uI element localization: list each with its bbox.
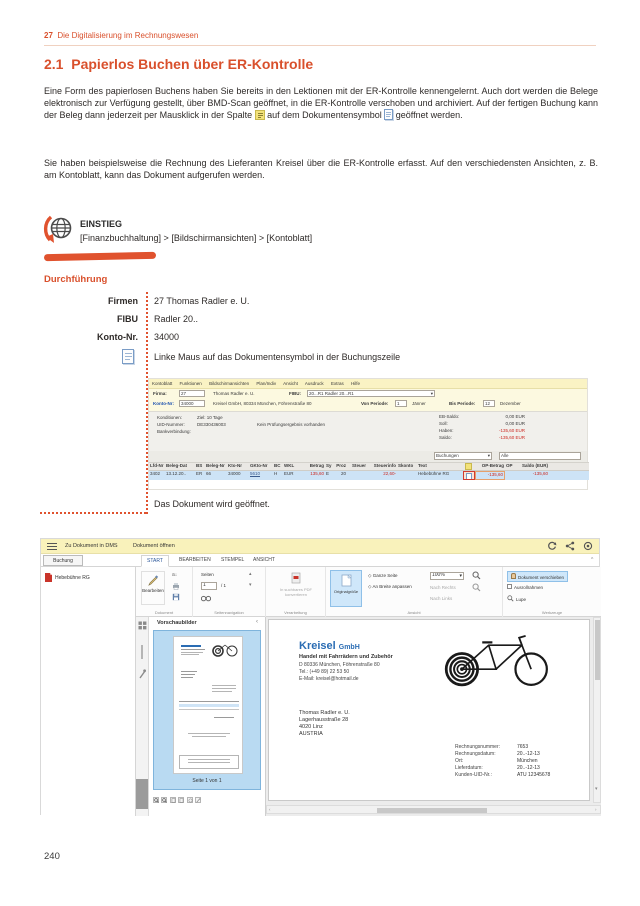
section-title bbox=[44, 56, 313, 72]
refresh-icon[interactable] bbox=[547, 541, 557, 553]
document-column-icon bbox=[465, 463, 472, 470]
scroll-left-icon[interactable]: ‹ bbox=[269, 807, 271, 812]
group-label-dokument: Dokument bbox=[154, 610, 174, 615]
menu-bildschirmansichten[interactable]: Bildschirmansichten bbox=[209, 381, 250, 386]
bank-label: Bankverbindung: bbox=[157, 429, 191, 434]
paragraph-1-text-c: geöffnet werden. bbox=[395, 110, 463, 121]
hamburger-icon[interactable] bbox=[47, 543, 57, 550]
cell-belegnr: 66 bbox=[206, 471, 212, 476]
bis-periode-name: Dezember bbox=[500, 401, 521, 406]
col-belegdat[interactable]: Beleg-Dat bbox=[166, 463, 188, 468]
cell-dokument-icon[interactable] bbox=[463, 471, 475, 480]
search-binoculars-icon[interactable] bbox=[201, 594, 211, 604]
lupe-button[interactable]: Lupe bbox=[507, 595, 526, 602]
vertical-scrollbar[interactable] bbox=[593, 617, 601, 803]
von-periode-name: Jänner bbox=[412, 401, 426, 406]
cell-betrag: 135,60 bbox=[310, 471, 324, 476]
von-periode-label: Von Periode: bbox=[361, 401, 389, 406]
cell-belegdat: 13.12.20.. bbox=[166, 471, 187, 476]
col-text[interactable]: Text bbox=[418, 463, 427, 468]
panel-icon-strip bbox=[136, 617, 149, 816]
ribbon-group-ansicht bbox=[326, 567, 503, 617]
col-bs[interactable]: BS bbox=[196, 463, 203, 468]
cell-lfdnr: 3402 bbox=[150, 471, 161, 476]
menu-ausdruck[interactable]: Ausdruck bbox=[304, 381, 324, 386]
group-label-verarbeitung: Verarbeitung bbox=[284, 610, 307, 615]
save-icon[interactable] bbox=[172, 593, 180, 603]
col-steuerinfo[interactable]: Steuerinfo bbox=[373, 463, 396, 468]
fibu-combo-arrow[interactable]: ▾ bbox=[430, 391, 433, 396]
invoice-company-type: GmbH bbox=[338, 644, 360, 651]
buchungen-dropdown-arrow[interactable]: ▾ bbox=[487, 453, 490, 458]
originalgroesse-button[interactable]: Originalgröße bbox=[330, 570, 362, 607]
col-saldo-eur[interactable]: Saldo (EUR) bbox=[521, 463, 548, 468]
page-thumbnail[interactable] bbox=[153, 630, 261, 790]
row-document-icon[interactable] bbox=[466, 473, 472, 480]
thumbnail-view-icon[interactable] bbox=[138, 621, 147, 632]
bicycle-logo bbox=[437, 630, 557, 690]
running-header bbox=[44, 31, 198, 40]
menu-ansicht[interactable]: Ansicht bbox=[283, 381, 298, 386]
menu-dokument-oeffnen[interactable]: Dokument öffnen bbox=[133, 543, 175, 549]
orange-dotted-horizontal-rule bbox=[40, 512, 146, 514]
tab-ansicht[interactable]: ANSICHT bbox=[253, 557, 275, 563]
scroll-right-icon[interactable]: › bbox=[595, 807, 597, 812]
cell-sy: E bbox=[326, 471, 330, 476]
ribbon-collapse-icon[interactable]: ^ bbox=[591, 557, 594, 563]
def-value-fibu: Radler 20.. bbox=[154, 314, 199, 324]
invoice-page bbox=[268, 619, 590, 801]
menu-extras[interactable]: Extras bbox=[330, 381, 344, 386]
ribbon-group-verarbeitung bbox=[266, 567, 326, 617]
cell-saldo-eur: -135,60 bbox=[532, 471, 548, 476]
eb-saldo-value: 0,00 EUR bbox=[505, 414, 525, 419]
thumbnail-panel-title: Vorschaubilder bbox=[157, 620, 197, 626]
detail-value-5: ATU 12345678 bbox=[517, 772, 551, 778]
def-value-kontonr: 34000 bbox=[154, 332, 180, 342]
group-label-seitennavigation: Seitennavigation bbox=[214, 610, 244, 615]
ribbon-group-dokument bbox=[136, 567, 193, 617]
horizontal-scroll-thumb[interactable] bbox=[377, 808, 487, 813]
page-number: 240 bbox=[44, 851, 60, 862]
col-op[interactable]: OP bbox=[506, 463, 513, 468]
group-label-ansicht: Ansicht bbox=[407, 610, 421, 615]
cell-steuer bbox=[347, 471, 367, 480]
invoice-recipient-3: 4020 Linz bbox=[299, 724, 323, 730]
tree-item-pdf[interactable] bbox=[45, 573, 90, 582]
menu-hilfe[interactable]: Hilfe bbox=[350, 381, 360, 386]
soll-value: 0,00 EUR bbox=[505, 421, 525, 426]
detail-label-5: Kunden-UID-Nr.: bbox=[455, 772, 492, 778]
haben-label: Haben: bbox=[439, 428, 454, 433]
invoice-address: D 80336 München, Föhrenstraße 80 bbox=[299, 662, 380, 668]
vertical-scroll-thumb[interactable] bbox=[595, 620, 600, 680]
col-gktonr[interactable]: GKto-Nr bbox=[250, 463, 268, 468]
zoom-in-icon[interactable] bbox=[472, 571, 481, 582]
bearbeiten-button[interactable]: Bearbeiten bbox=[141, 571, 165, 605]
thumbnail-preview bbox=[173, 636, 243, 774]
page-number-input[interactable]: 1 bbox=[201, 582, 217, 590]
section-number: 2.1 bbox=[44, 56, 64, 72]
kontoblatt-screenshot bbox=[148, 378, 588, 490]
tab-buchung[interactable]: Buchung bbox=[43, 555, 83, 566]
dms-viewer-screenshot bbox=[40, 538, 600, 815]
tab-bearbeiten[interactable]: BEARBEITEN bbox=[179, 557, 211, 563]
kontoblatt-table-header bbox=[149, 462, 589, 471]
thumb-zoom-out-icon[interactable] bbox=[161, 797, 167, 803]
col-wkl[interactable]: WKL bbox=[284, 463, 295, 468]
cell-gktonr[interactable]: 5610 bbox=[250, 471, 261, 476]
kontoblatt-info bbox=[149, 411, 587, 451]
uid-label: UID-Nummer: bbox=[157, 422, 185, 427]
cell-wkl: EUR bbox=[284, 471, 294, 476]
uid-note: Kein Prüfungsergebnis vorhanden bbox=[257, 422, 326, 427]
einstieg-title: EINSTIEG bbox=[80, 219, 123, 229]
von-periode-input[interactable]: 1 bbox=[395, 400, 407, 407]
firma-label: Firma: bbox=[153, 391, 167, 396]
col-skonto[interactable]: Skonto bbox=[398, 463, 414, 468]
detail-label-3: Ort: bbox=[455, 758, 464, 764]
detail-label-4: Lieferdatum: bbox=[455, 765, 483, 771]
zoom-combo-arrow[interactable]: ▾ bbox=[459, 573, 462, 579]
dokument-verschieben-button[interactable]: Dokument verschieben bbox=[507, 571, 568, 582]
print-icon[interactable] bbox=[172, 582, 180, 592]
panel-handle-icon[interactable] bbox=[141, 645, 143, 659]
cell-bc: H bbox=[274, 471, 278, 476]
sort-icon[interactable]: a↓ bbox=[172, 572, 178, 578]
einstieg-path: [Finanzbuchhaltung] > [Bildschirmansichten] > [Kontoblatt] bbox=[80, 233, 313, 243]
firma-input[interactable]: 27 bbox=[179, 390, 205, 397]
column-note-icon bbox=[255, 110, 265, 120]
def-value-firmen: 27 Thomas Radler e. U. bbox=[154, 296, 250, 306]
thumb-zoom-in-icon[interactable] bbox=[153, 797, 159, 803]
stamp-icon[interactable] bbox=[583, 541, 593, 553]
ganze-seite-button[interactable]: ◇ Ganze Seite bbox=[368, 573, 398, 578]
header-rule bbox=[44, 45, 596, 46]
detail-value-2: 20..-12-13 bbox=[517, 751, 540, 757]
cell-steuerinfo: 22,60- bbox=[383, 471, 396, 476]
kontoblatt-filterbar bbox=[149, 451, 587, 462]
paragraph-1 bbox=[44, 85, 598, 122]
konditionen-value: Ziel: 10 Tage bbox=[197, 415, 223, 420]
strip-scroll-block[interactable] bbox=[136, 779, 148, 809]
tab-start[interactable]: START bbox=[141, 555, 169, 567]
col-dokument-icon[interactable] bbox=[463, 463, 475, 470]
document-icon bbox=[384, 109, 393, 120]
col-steuer[interactable]: Steuer bbox=[351, 463, 366, 468]
dms-topbar bbox=[41, 539, 599, 554]
haben-value: -135,60 EUR bbox=[498, 428, 525, 433]
tab-stempel[interactable]: STEMPEL bbox=[221, 557, 245, 563]
scroll-down-icon[interactable]: ▾ bbox=[595, 786, 598, 792]
invoice-tagline: Handel mit Fahrrädern und Zubehör bbox=[299, 654, 393, 660]
def-label-fibu: FIBU bbox=[117, 314, 138, 324]
cell-text: Hebebühne RG bbox=[418, 471, 450, 476]
hand-icon bbox=[511, 573, 516, 579]
detail-value-1: 7653 bbox=[517, 744, 529, 750]
cell-op-betrag: -135,60 bbox=[475, 471, 505, 480]
col-proz[interactable]: Proz bbox=[336, 463, 346, 468]
an-breite-anpassen-button[interactable]: ◇ An Breite anpassen bbox=[368, 584, 412, 589]
pdf-icon bbox=[45, 573, 52, 582]
invoice-email: E-Mail: kreisel@hotmail.de bbox=[299, 676, 359, 682]
horizontal-scrollbar[interactable] bbox=[266, 805, 601, 814]
convert-pdf-label[interactable]: In suchbares PDF konvertieren bbox=[279, 587, 312, 597]
nach-rechts-button[interactable]: Nach Rechts bbox=[430, 585, 456, 590]
zoom-combo[interactable]: 100% ▾ bbox=[432, 572, 462, 579]
cell-op bbox=[505, 471, 515, 480]
bis-periode-label: Bis Periode: bbox=[449, 401, 476, 406]
kontonr-input[interactable]: 34000 bbox=[179, 400, 205, 407]
thumbnail-caption: Seite 1 von 1 bbox=[192, 778, 222, 784]
uid-value: DE330436003 bbox=[197, 422, 226, 427]
def-label-firmen: Firmen bbox=[107, 296, 138, 306]
col-ktonr[interactable]: Kto-Nr bbox=[228, 463, 242, 468]
konto-name: Kreisel GmbH, 80334 München, Föhrenstraße 80 bbox=[213, 401, 312, 406]
diamond-icon-2: ◇ bbox=[368, 584, 372, 589]
col-sy[interactable]: Sy bbox=[326, 463, 332, 468]
menu-plan-indiv[interactable]: Plan/Indiv bbox=[256, 381, 277, 386]
booking-row[interactable] bbox=[149, 471, 589, 480]
invoice-phone: Tel.: (+49 89) 22 53 50 bbox=[299, 669, 350, 675]
detail-label-1: Rechnungsnummer: bbox=[455, 744, 501, 750]
thumb-size-small-icon[interactable] bbox=[170, 797, 176, 803]
page-up-icon[interactable]: ▴ bbox=[249, 571, 252, 577]
col-op-betrag[interactable]: OP-Betrag bbox=[481, 463, 504, 468]
detail-label-2: Rechnungsdatum: bbox=[455, 751, 496, 757]
detail-value-4: 20..-12-13 bbox=[517, 765, 540, 771]
document-icon-margin bbox=[122, 349, 134, 364]
dms-sidebar bbox=[41, 567, 136, 816]
globe-arrow-icon bbox=[42, 214, 74, 253]
ribbon-group-seitennavigation bbox=[193, 567, 266, 617]
dms-tabrow bbox=[41, 554, 599, 567]
seiten-label: Seiten bbox=[201, 572, 214, 577]
ribbon-group-werkzeuge bbox=[503, 567, 601, 617]
konditionen-label: Konditionen: bbox=[157, 415, 183, 420]
buchungen-dropdown[interactable]: Buchungen ▾ bbox=[436, 453, 490, 458]
orange-brush-underline bbox=[44, 252, 156, 261]
cell-skonto bbox=[397, 471, 417, 480]
invoice-recipient-2: Lagerhausstraße 28 bbox=[299, 717, 349, 723]
paragraph-2: Sie haben beispielsweise die Rechnung des Lieferanten Kreisel über die ER-Kontrolle erfasst. Auf den verschiedensten Ansichten, z. B. am Kontoblatt, kann das Dokument aufgerufen werden. bbox=[44, 158, 598, 181]
cell-ktonr: 34000 bbox=[228, 471, 241, 476]
def-label-kontonr: Konto-Nr. bbox=[97, 332, 138, 342]
chapter-number: 27 bbox=[44, 31, 53, 40]
thumb-size-large-icon[interactable] bbox=[178, 797, 184, 803]
menu-zu-dokument-in-dms[interactable]: Zu Dokument in DMS bbox=[65, 543, 118, 549]
invoice-recipient-4: AUSTRIA bbox=[299, 731, 323, 737]
convert-pdf-icon[interactable] bbox=[290, 572, 302, 586]
diamond-icon: ◇ bbox=[368, 573, 372, 578]
invoice-recipient-1: Thomas Radler e. U. bbox=[299, 710, 350, 716]
durchfuehrung-title: Durchführung bbox=[44, 274, 108, 285]
paragraph-1-text-a: Eine Form des papierlosen Buchens haben Sie bereits in den Lektionen mit der ER-Kontrolle kennengelernt. Auch dort werden die Belege elektronisch zur Verfügung gestellt, über BMD-Scan geöffnet, in die ER-Kontrolle verschoben und archiviert. Auf der fertigen Buchung kann der Beleg dann jederzeit per Mausklick in der Spalte bbox=[44, 86, 598, 121]
thumb-select-icon[interactable] bbox=[195, 797, 201, 803]
document-area bbox=[266, 617, 601, 816]
col-lfdnr[interactable]: Lfd-Nr bbox=[150, 463, 164, 468]
menu-funktionen[interactable]: Funktionen bbox=[179, 381, 202, 386]
tools-tab-icon[interactable] bbox=[139, 669, 146, 681]
cell-proz: 20 bbox=[340, 471, 346, 476]
checkbox-icon bbox=[507, 584, 512, 589]
firma-name: Thomas Radler e. U. bbox=[213, 391, 255, 396]
eb-saldo-label: EB-Saldo: bbox=[439, 414, 460, 419]
col-bc[interactable]: BC bbox=[274, 463, 281, 468]
ausrollrahmen-checkbox[interactable]: Ausrollrahmen bbox=[507, 584, 543, 590]
thumbnail-panel bbox=[149, 617, 266, 816]
zoom-out-icon[interactable] bbox=[472, 583, 481, 594]
paragraph-1-text-b: auf dem Dokumentensymbol bbox=[267, 110, 382, 121]
def-value-instruction: Linke Maus auf das Dokumentensymbol in der Buchungszeile bbox=[154, 352, 401, 362]
result-text: Das Dokument wird geöffnet. bbox=[154, 499, 270, 509]
page-total: / 1 bbox=[221, 583, 227, 588]
group-label-werkzeuge: Werkzeuge bbox=[541, 610, 563, 615]
page-down-icon[interactable]: ▾ bbox=[249, 582, 252, 588]
detail-value-3: München bbox=[517, 758, 538, 764]
kontonr-label: Konto-Nr: bbox=[153, 401, 174, 406]
collapse-panel-icon[interactable]: ‹ bbox=[256, 619, 258, 625]
soll-label: Soll: bbox=[439, 421, 448, 426]
section-title-text: Papierlos Buchen über ER-Kontrolle bbox=[71, 56, 314, 72]
menu-kontoblatt[interactable]: Kontoblatt bbox=[152, 381, 173, 386]
cell-bs: ER bbox=[196, 471, 203, 476]
col-belegnr[interactable]: Beleg-Nr bbox=[206, 463, 225, 468]
saldo-label: Saldo: bbox=[439, 435, 452, 440]
share-icon[interactable] bbox=[565, 541, 575, 553]
alle-field[interactable]: Alle bbox=[499, 452, 581, 460]
col-betrag[interactable]: Betrag bbox=[309, 463, 324, 468]
saldo-value: -135,60 EUR bbox=[498, 435, 525, 440]
kontoblatt-menubar bbox=[149, 379, 587, 389]
thumbnail-toolbar bbox=[153, 797, 202, 805]
bis-periode-input[interactable]: 12 bbox=[483, 400, 495, 407]
tree-item-label: Hebebühne RG bbox=[55, 574, 90, 581]
thumb-rotate-icon[interactable] bbox=[187, 797, 193, 803]
invoice-company: Kreisel GmbH bbox=[299, 640, 360, 652]
chapter-title: Die Digitalisierung im Rechnungswesen bbox=[57, 31, 199, 40]
fibu-label: FIBU: bbox=[289, 391, 301, 396]
fibu-combo[interactable]: 20...R1 Radler 20...R1 ▾ bbox=[309, 391, 433, 396]
kontoblatt-form bbox=[149, 389, 587, 411]
nach-links-button[interactable]: Nach Links bbox=[430, 596, 453, 601]
